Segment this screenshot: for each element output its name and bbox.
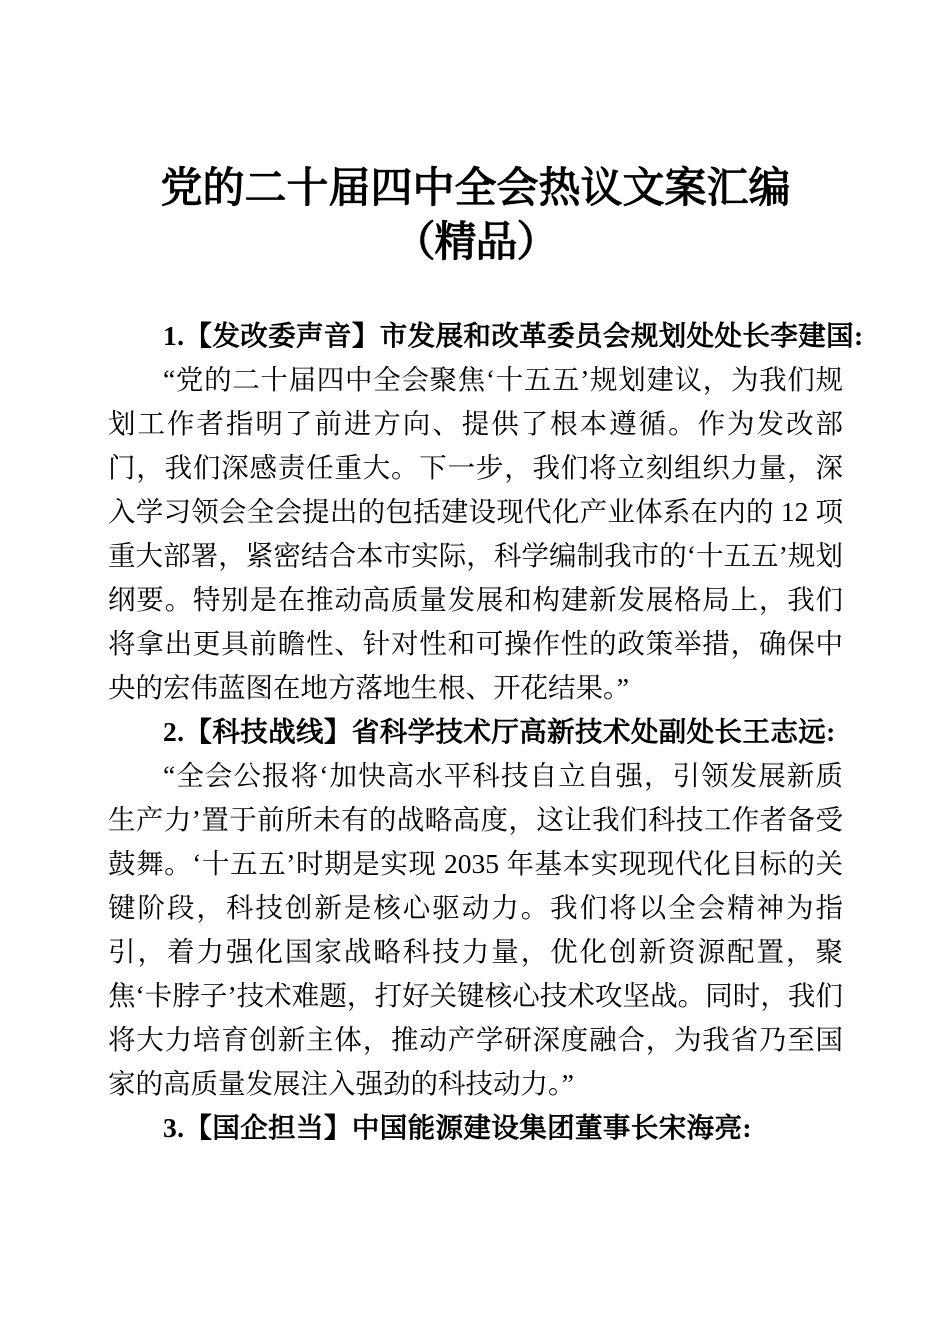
- section-heading-3: 3.【国企担当】中国能源建设集团董事长宋海亮:: [163, 1112, 752, 1143]
- page-title-line-1: 党的二十届四中全会热议文案汇编: [160, 166, 791, 212]
- section-heading-2: 2.【科技战线】省科学技术厅高新技术处副处长王志远:: [163, 716, 836, 747]
- section-body-1: “党的二十届四中全会聚焦‘十五五’规划建议，为我们规划工作者指明了前进方向、提供了根本遵循。作为发改部门，我们深感责任重大。下一步，我们将立刻组织力量，深入学习领会全会提出的包括建设现代化产业体系在内的 12 项重大部署，紧密结合本市实际，科学编制我市的‘十五五’规划纲要。特别是在推动高质量发展和构建新发展格局上，我们将拿出更具前瞻性、针对性和可操作性的政策举措，确保中央的宏伟蓝图在地方落地生根、开花结果。”: [108, 364, 843, 703]
- section-body-2: “全会公报将‘加快高水平科技自立自强，引领发展新质生产力’置于前所未有的战略高度，这让我们科技工作者备受鼓舞。‘十五五’时期是实现 2035 年基本实现现代化目标的关键阶段，科技创新是核心驱动力。我们将以全会精神为指引，着力强化国家战略科技力量，优化创新资源配置，聚焦‘卡脖子’技术难题，打好关键核心技术攻坚战。同时，我们将大力培育创新主体，推动产学研深度融合，为我省乃至国家的高质量发展注入强劲的科技动力。”: [108, 760, 843, 1099]
- page-title: [108, 0, 843, 270]
- page-title-line-2: （精品）: [393, 220, 558, 266]
- section-heading-1: 1.【发改委声音】市发展和改革委员会规划处处长李建国:: [163, 320, 864, 351]
- document-content: [108, 0, 864, 1150]
- title-spacer: [108, 270, 843, 314]
